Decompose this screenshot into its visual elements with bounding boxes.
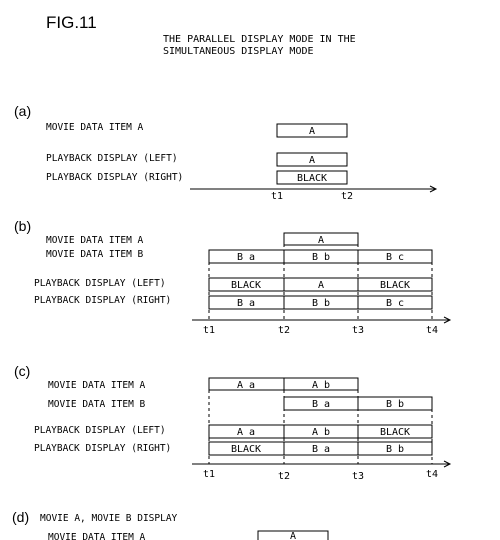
panel-b-box-movie-b-3-text: B c xyxy=(385,252,405,263)
panel-d xyxy=(12,509,328,540)
panel-c-label: (c) xyxy=(14,363,31,379)
panel-b xyxy=(14,218,450,336)
panel-b-tick-t2: t2 xyxy=(277,325,291,336)
panel-c-row-movie-b: MOVIE DATA ITEM B xyxy=(48,399,146,410)
panel-c-box-movie-b-1-text: B a xyxy=(311,399,331,410)
panel-c-box-right-1-text: BLACK xyxy=(230,444,262,455)
figure-number: FIG.11 xyxy=(46,13,97,32)
panel-c-box-right-3-text: B b xyxy=(385,444,405,455)
panel-b-box-right-3-text: B c xyxy=(385,298,405,309)
panel-a-box-left-text: A xyxy=(308,155,316,166)
panel-a-tick-t1: t1 xyxy=(270,191,284,202)
panel-b-row-left: PLAYBACK DISPLAY (LEFT) xyxy=(34,278,166,289)
panel-c-box-movie-a-1-text: A a xyxy=(236,380,256,391)
panel-a-row-right: PLAYBACK DISPLAY (RIGHT) xyxy=(46,172,184,183)
panel-a-tick-t2: t2 xyxy=(340,191,354,202)
panel-b-tick-t3: t3 xyxy=(351,325,365,336)
panel-a xyxy=(14,103,436,202)
panel-b-box-left-2-text: A xyxy=(317,280,325,291)
panel-b-tick-t1: t1 xyxy=(202,325,216,336)
panel-a-label: (a) xyxy=(14,103,32,119)
panel-c-tick-t1: t1 xyxy=(202,469,216,480)
panel-a-row-left: PLAYBACK DISPLAY (LEFT) xyxy=(46,153,178,164)
panel-c-box-left-1-text: A a xyxy=(236,427,256,438)
panel-b-box-left-1-text: BLACK xyxy=(230,280,262,291)
panel-c-box-right-2-text: B a xyxy=(311,444,331,455)
panel-c-box-left-3-text: BLACK xyxy=(379,427,411,438)
panel-b-row-movie-b: MOVIE DATA ITEM B xyxy=(46,249,144,260)
panel-c-tick-t4: t4 xyxy=(425,469,439,480)
figure-title-line-2: SIMULTANEOUS DISPLAY MODE xyxy=(163,46,314,57)
panel-d-label: (d) xyxy=(12,509,30,525)
panel-b-box-right-2-text: B b xyxy=(311,298,331,309)
panel-b-row-movie-a: MOVIE DATA ITEM A xyxy=(46,235,144,246)
panel-b-box-left-3-text: BLACK xyxy=(379,280,411,291)
panel-d-row-movie-a: MOVIE DATA ITEM A xyxy=(48,532,146,540)
panel-b-tick-t4: t4 xyxy=(425,325,439,336)
panel-b-box-movie-a-text: A xyxy=(317,235,325,246)
panel-c-box-movie-a-2-text: A b xyxy=(311,380,331,391)
panel-b-row-right: PLAYBACK DISPLAY (RIGHT) xyxy=(34,295,172,306)
panel-c-row-left: PLAYBACK DISPLAY (LEFT) xyxy=(34,425,166,436)
panel-a-box-right-text: BLACK xyxy=(296,173,328,184)
panel-b-box-movie-b-2-text: B b xyxy=(311,252,331,263)
panel-a-box-movie-a-text: A xyxy=(308,126,316,137)
panel-d-heading: MOVIE A, MOVIE B DISPLAY xyxy=(40,513,178,524)
panel-c-tick-t2: t2 xyxy=(277,471,291,482)
panel-c xyxy=(14,363,450,482)
panel-a-row-movie-a: MOVIE DATA ITEM A xyxy=(46,122,144,133)
panel-b-box-right-1-text: B a xyxy=(236,298,256,309)
figure-title-line-1: THE PARALLEL DISPLAY MODE IN THE xyxy=(163,34,356,45)
panel-c-row-movie-a: MOVIE DATA ITEM A xyxy=(48,380,146,391)
panel-b-label: (b) xyxy=(14,218,32,234)
panel-c-box-movie-b-2-text: B b xyxy=(385,399,405,410)
panel-c-box-left-2-text: A b xyxy=(311,427,331,438)
panel-c-row-right: PLAYBACK DISPLAY (RIGHT) xyxy=(34,443,172,454)
panel-d-box-movie-a-text: A xyxy=(289,531,297,540)
panel-b-box-movie-b-1-text: B a xyxy=(236,252,256,263)
panel-c-tick-t3: t3 xyxy=(351,471,365,482)
